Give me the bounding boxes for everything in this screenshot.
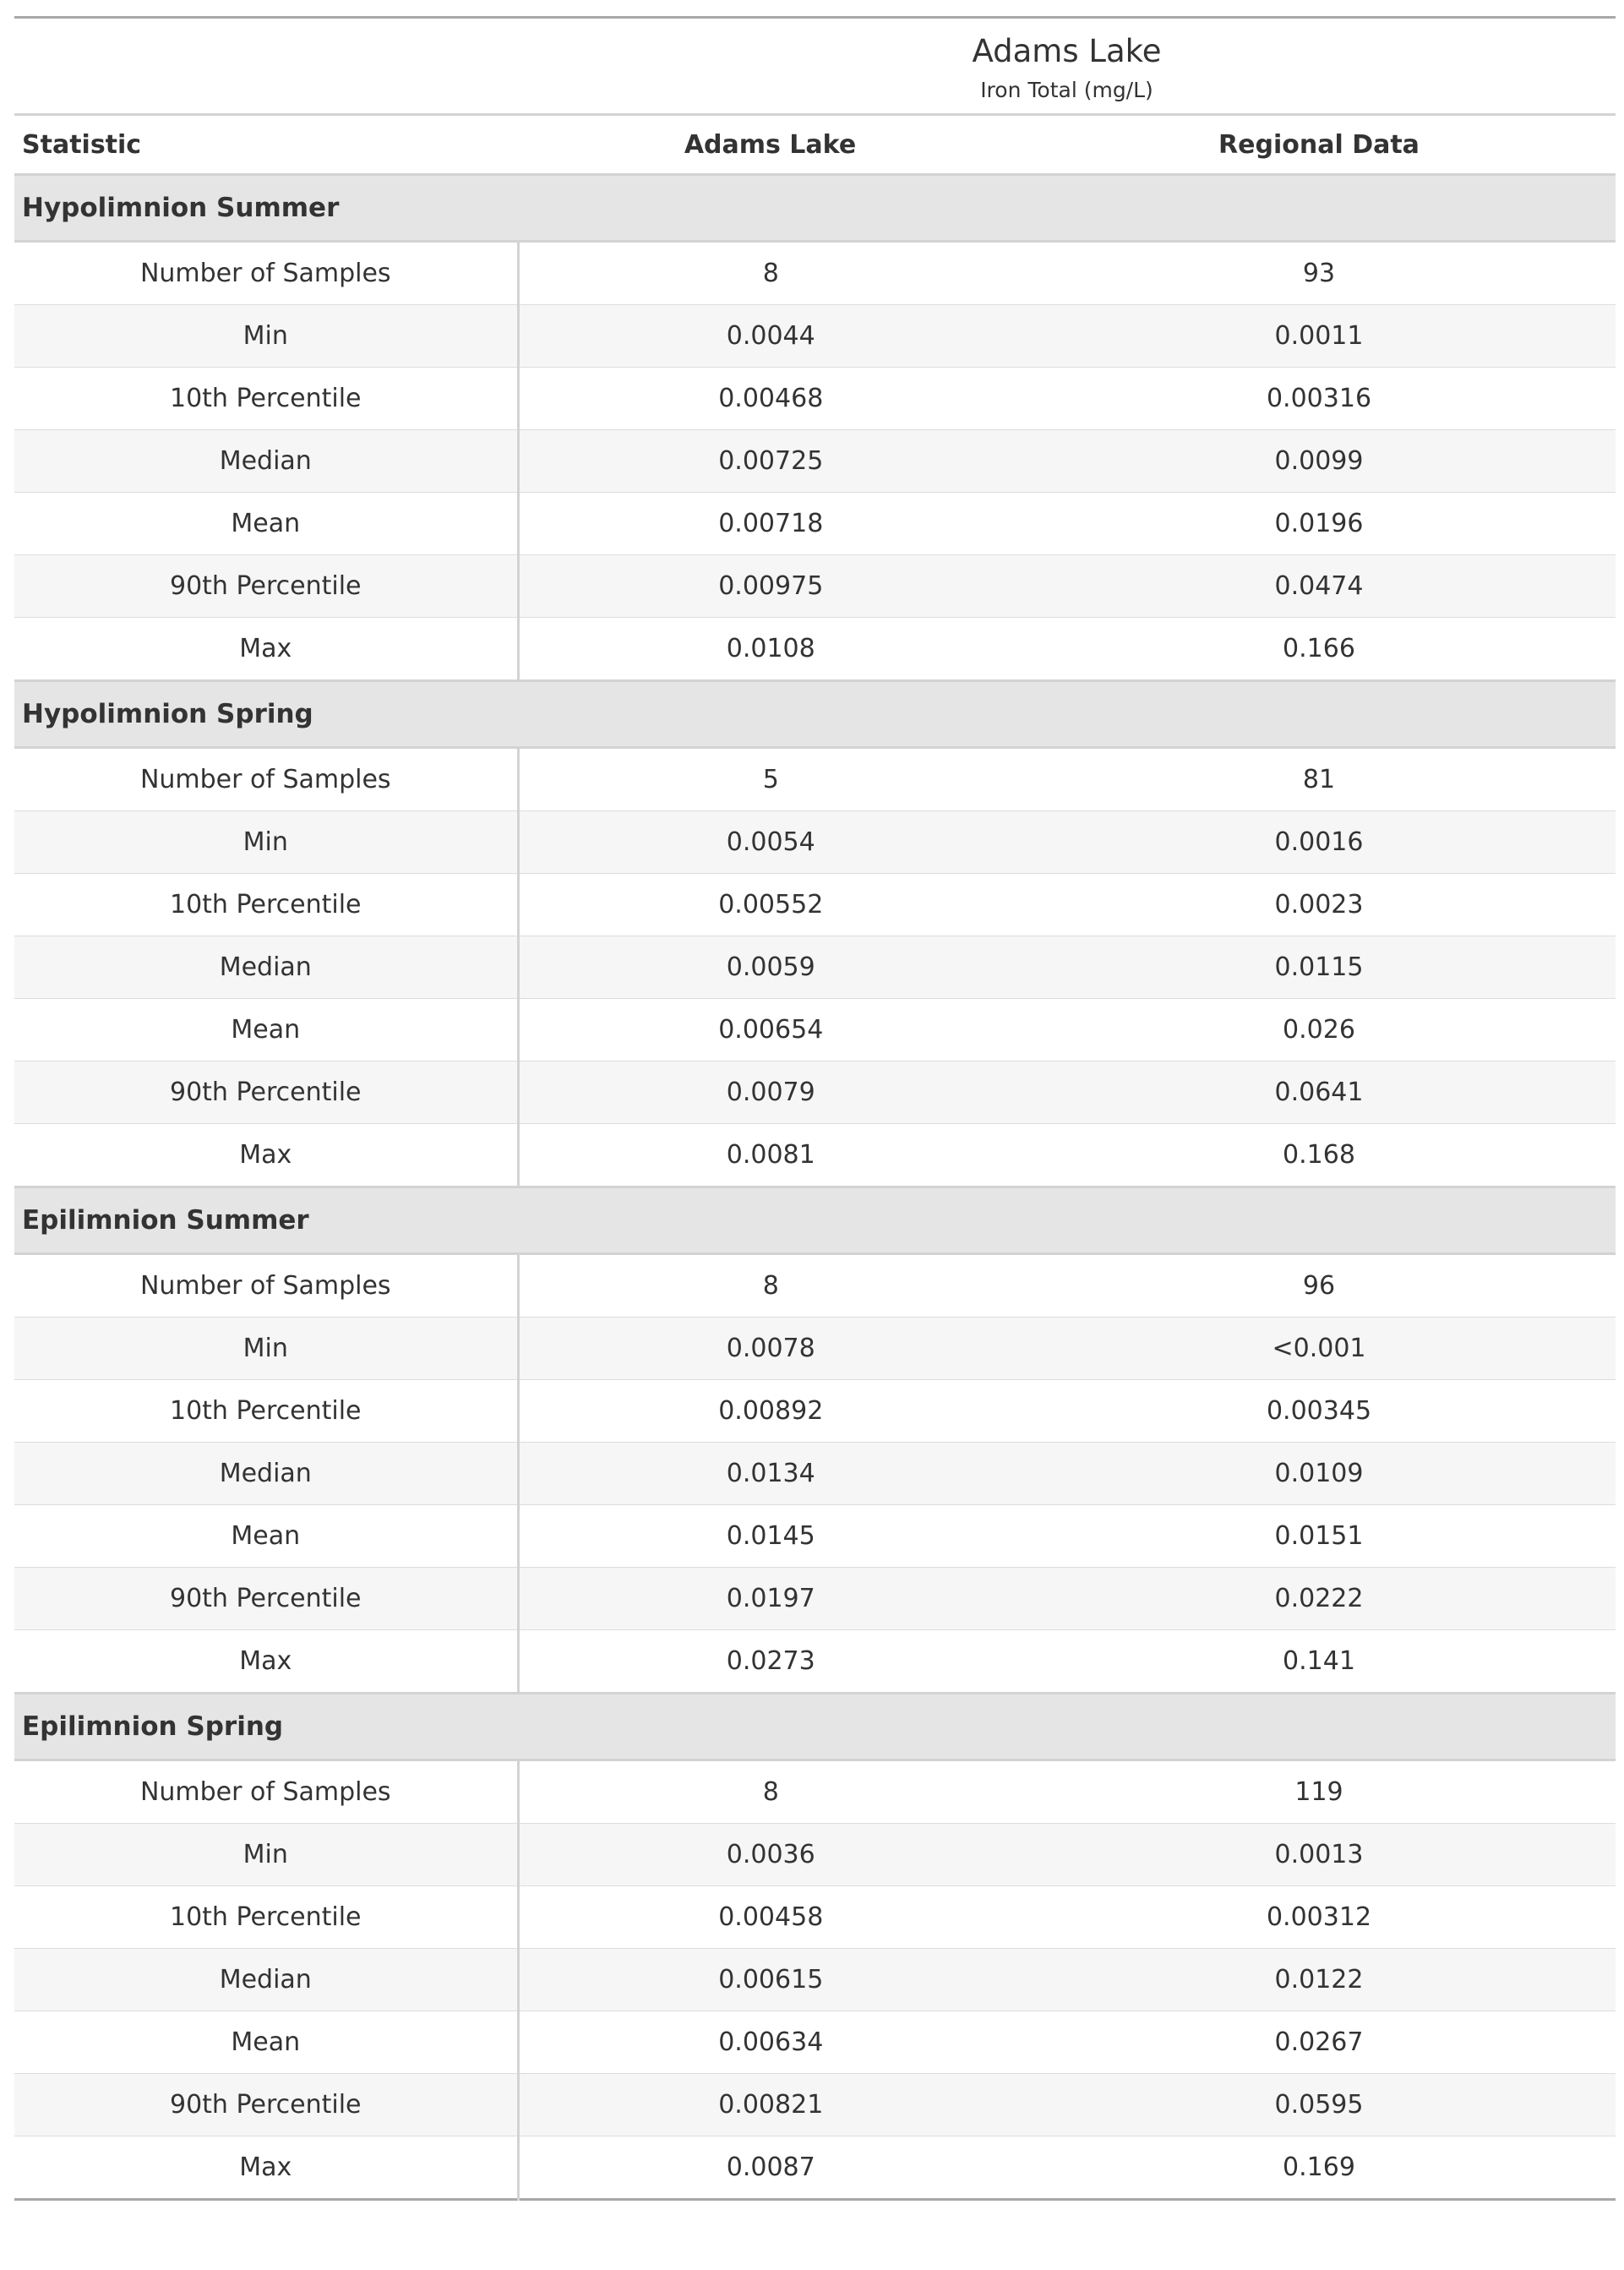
group-label: Epilimnion Spring — [14, 1694, 1616, 1760]
table-row — [14, 1630, 1616, 1694]
regional-value-cell: 0.0122 — [1022, 1949, 1616, 2011]
table-row — [14, 1380, 1616, 1443]
table-row — [14, 811, 1616, 874]
regional-value-cell: 0.0641 — [1022, 1061, 1616, 1124]
regional-value-cell: 0.168 — [1283, 1140, 1355, 1170]
table-row — [14, 748, 1616, 811]
table-row — [14, 305, 1616, 368]
lake-value-cell: 0.00975 — [518, 555, 1022, 618]
table-subtitle: Iron Total (mg/L) — [980, 78, 1153, 102]
stat-cell: 10th Percentile — [14, 1380, 518, 1443]
table-heading — [518, 18, 1616, 115]
regional-value-cell: 0.0267 — [1022, 2011, 1616, 2074]
statistics-table — [14, 16, 1616, 2201]
regional-value-cell: 0.0013 — [1022, 1824, 1616, 1886]
table-container — [14, 16, 1616, 2201]
regional-value-cell: 0.00316 — [1022, 368, 1616, 430]
regional-value-cell: 0.0222 — [1022, 1568, 1616, 1630]
table-row — [14, 618, 1616, 681]
column-header-lake: Adams Lake — [518, 115, 1022, 175]
regional-value-cell: 0.166 — [1283, 634, 1355, 663]
regional-value-cell: 0.0196 — [1022, 493, 1616, 555]
stat-cell: Median — [14, 430, 518, 493]
stat-cell: Number of Samples — [14, 1254, 518, 1318]
table-row — [14, 555, 1616, 618]
table-row — [14, 2074, 1616, 2136]
table-body — [14, 175, 1616, 2200]
lake-value-cell: 0.0054 — [518, 811, 1022, 874]
lake-value-cell: 0.0197 — [518, 1568, 1022, 1630]
lake-value-cell: 0.0036 — [518, 1824, 1022, 1886]
lake-value-cell: 0.00615 — [518, 1949, 1022, 2011]
table-row — [14, 1443, 1616, 1505]
lake-value-cell: 0.00725 — [518, 430, 1022, 493]
stat-cell: Max — [14, 618, 518, 681]
lake-value-cell: 0.0134 — [518, 1443, 1022, 1505]
stat-cell: Median — [14, 1443, 518, 1505]
table-row — [14, 874, 1616, 936]
stat-cell: Min — [14, 1318, 518, 1380]
regional-value-cell: 0.0474 — [1022, 555, 1616, 618]
stat-cell: Min — [14, 1824, 518, 1886]
group-header-row — [14, 175, 1616, 242]
lake-value-cell: 8 — [518, 242, 1022, 305]
stat-cell: Mean — [14, 999, 518, 1061]
table-row — [14, 999, 1616, 1061]
table-row — [14, 1568, 1616, 1630]
regional-value-cell: 81 — [1022, 748, 1616, 811]
lake-value-cell: 0.00654 — [518, 999, 1022, 1061]
regional-value-cell: 0.0151 — [1022, 1505, 1616, 1568]
regional-value-cell: <0.001 — [1022, 1318, 1616, 1380]
regional-value-cell: 93 — [1022, 242, 1616, 305]
table-row — [14, 2011, 1616, 2074]
stat-cell: 10th Percentile — [14, 874, 518, 936]
group-header-row — [14, 1694, 1616, 1760]
stat-cell: Median — [14, 1949, 518, 2011]
regional-value-cell: 0.0109 — [1022, 1443, 1616, 1505]
stat-cell: Max — [14, 2136, 518, 2200]
stat-cell: 90th Percentile — [14, 1061, 518, 1124]
lake-value-cell: 5 — [518, 748, 1022, 811]
group-label: Hypolimnion Spring — [14, 681, 1616, 748]
lake-value-cell: 0.00718 — [518, 493, 1022, 555]
lake-value-cell: 0.0145 — [518, 1505, 1022, 1568]
stat-cell: Median — [14, 936, 518, 999]
stat-cell: Mean — [14, 493, 518, 555]
stat-cell: 10th Percentile — [14, 368, 518, 430]
table-row — [14, 1824, 1616, 1886]
table-row — [14, 1061, 1616, 1124]
column-header-regional: Regional Data — [1022, 115, 1616, 175]
stat-cell: 90th Percentile — [14, 555, 518, 618]
table-row — [14, 936, 1616, 999]
column-header-statistic: Statistic — [14, 115, 518, 175]
table-row — [14, 493, 1616, 555]
regional-value-cell: 0.026 — [1022, 999, 1616, 1061]
stat-cell: 90th Percentile — [14, 1568, 518, 1630]
table-row — [14, 1505, 1616, 1568]
stat-cell: 90th Percentile — [14, 2074, 518, 2136]
table-row — [14, 2136, 1616, 2200]
regional-value-cell: 96 — [1022, 1254, 1616, 1318]
stat-cell: Min — [14, 305, 518, 368]
group-label: Hypolimnion Summer — [14, 175, 1616, 242]
regional-value-cell: 0.169 — [1283, 2153, 1355, 2182]
stat-cell: Number of Samples — [14, 242, 518, 305]
lake-value-cell: 0.00821 — [518, 2074, 1022, 2136]
group-header-row — [14, 1187, 1616, 1254]
lake-value-cell: 8 — [518, 1254, 1022, 1318]
lake-value-cell: 0.00468 — [518, 368, 1022, 430]
lake-value-cell: 0.0078 — [518, 1318, 1022, 1380]
table-row — [14, 430, 1616, 493]
regional-value-cell: 119 — [1022, 1760, 1616, 1824]
regional-value-cell: 0.0099 — [1022, 430, 1616, 493]
regional-value-cell: 0.00345 — [1022, 1380, 1616, 1443]
table-row — [14, 368, 1616, 430]
stat-cell: Number of Samples — [14, 748, 518, 811]
regional-value-cell: 0.0595 — [1022, 2074, 1616, 2136]
lake-value-cell: 0.0079 — [518, 1061, 1022, 1124]
table-row — [14, 1886, 1616, 1949]
lake-value-cell: 0.00892 — [518, 1380, 1022, 1443]
lake-value-cell: 0.0044 — [518, 305, 1022, 368]
regional-value-cell: 0.0115 — [1022, 936, 1616, 999]
table-row — [14, 1760, 1616, 1824]
table-row — [14, 242, 1616, 305]
lake-value-cell: 0.00458 — [518, 1886, 1022, 1949]
group-label: Epilimnion Summer — [14, 1187, 1616, 1254]
table-row — [14, 1254, 1616, 1318]
regional-value-cell: 0.141 — [1283, 1646, 1355, 1676]
lake-value-cell: 0.0087 — [726, 2153, 815, 2182]
regional-value-cell: 0.00312 — [1022, 1886, 1616, 1949]
lake-value-cell: 8 — [518, 1760, 1022, 1824]
stat-cell: Max — [14, 1124, 518, 1187]
lake-value-cell: 0.0273 — [726, 1646, 815, 1676]
lake-value-cell: 0.00634 — [518, 2011, 1022, 2074]
group-header-row — [14, 681, 1616, 748]
stat-cell: Max — [14, 1630, 518, 1694]
stat-cell: Min — [14, 811, 518, 874]
lake-value-cell: 0.0081 — [726, 1140, 815, 1170]
lake-value-cell: 0.00552 — [518, 874, 1022, 936]
table-title: Adams Lake — [972, 33, 1162, 69]
regional-value-cell: 0.0016 — [1022, 811, 1616, 874]
stat-cell: Mean — [14, 2011, 518, 2074]
table-row — [14, 1949, 1616, 2011]
table-row — [14, 1318, 1616, 1380]
table-row — [14, 1124, 1616, 1187]
table-title-row — [14, 18, 1616, 115]
lake-value-cell: 0.0059 — [518, 936, 1022, 999]
stat-cell: Number of Samples — [14, 1760, 518, 1824]
stat-cell: Mean — [14, 1505, 518, 1568]
lake-value-cell: 0.0108 — [726, 634, 815, 663]
regional-value-cell: 0.0023 — [1022, 874, 1616, 936]
column-header-row — [14, 115, 1616, 175]
stat-cell: 10th Percentile — [14, 1886, 518, 1949]
regional-value-cell: 0.0011 — [1022, 305, 1616, 368]
